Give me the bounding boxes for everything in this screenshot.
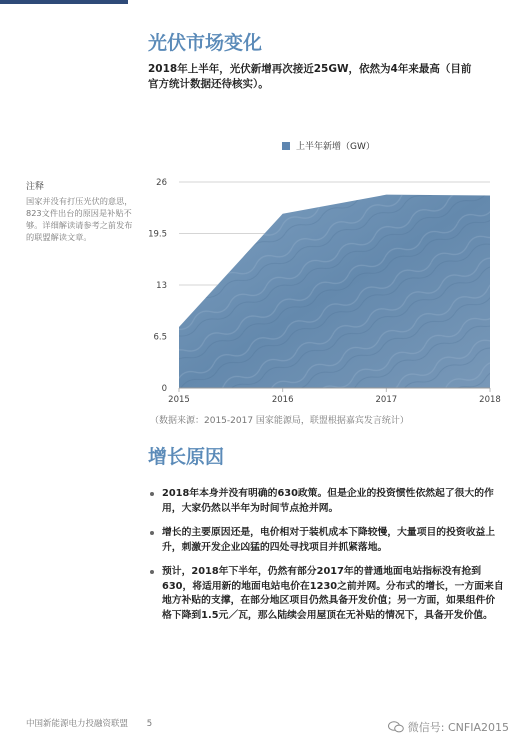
legend-label: 上半年新增（GW） <box>296 142 375 152</box>
y-tick-label: 0 <box>161 384 167 394</box>
y-tick-label: 6.5 <box>153 332 167 343</box>
note-title: 注释 <box>26 182 45 192</box>
x-tick-label: 2015 <box>168 395 190 405</box>
x-tick-label: 2017 <box>375 395 398 405</box>
page-number: 5 <box>146 719 153 729</box>
note-body: 国家并没有打压光伏的意思，823文件出台的原因是补贴不够。详细解读请参考之前发布的联盟解读文章。 <box>26 196 133 242</box>
y-tick-label: 19.5 <box>148 229 167 240</box>
y-tick-label: 26 <box>156 178 167 188</box>
x-tick-label: 2016 <box>271 395 294 405</box>
footer-org: 中国新能源电力投融资联盟 <box>26 719 129 729</box>
list-item: 增长的主要原因还是，电价相对于装机成本下降较慢，大量项目的投资收益上升，刺激开发企业凶猛的四处寻找项目并抓紧落地。 <box>148 526 504 555</box>
wechat-watermark <box>388 719 509 735</box>
data-source-caption: （数据来源：2015-2017 国家能源局，联盟根据嘉宾发言统计） <box>150 416 409 426</box>
list-item: 2018年本身并没有明确的630政策。但是企业的投资惯性依然起了很大的作用，大家仍然以半年为时间节点抢并网。 <box>148 487 504 516</box>
footer <box>26 717 152 729</box>
wechat-icon <box>388 721 404 733</box>
intro-paragraph: 2018年上半年，光伏新增再次接近25GW，依然为4年来最高（目前官方统计数据还待核实）。 <box>148 63 472 90</box>
section-title-growth-reasons: 增长原因 <box>148 446 225 468</box>
y-tick-label: 13 <box>156 281 167 291</box>
x-tick-label: 2018 <box>479 395 501 405</box>
section-title-market-change: 光伏市场变化 <box>148 32 263 54</box>
list-item: 预计，2018年下半年，仍然有部分2017年的普通地面电站指标没有抢到630，将适用新的地面电站电价在1230之前并网。分布式的增长，一方面来自地方补贴的支撑，在部分地区项目仍然具备开发价值；另一方面，如果组件价格下降到1.5元／瓦，那么陆续会用屋顶在无补贴的情况下，具备开发价值。 <box>148 565 504 623</box>
growth-reasons-list <box>148 487 504 633</box>
watermark-text: 微信号: CNFIA2015 <box>407 721 509 734</box>
series-area-texture <box>179 195 490 388</box>
